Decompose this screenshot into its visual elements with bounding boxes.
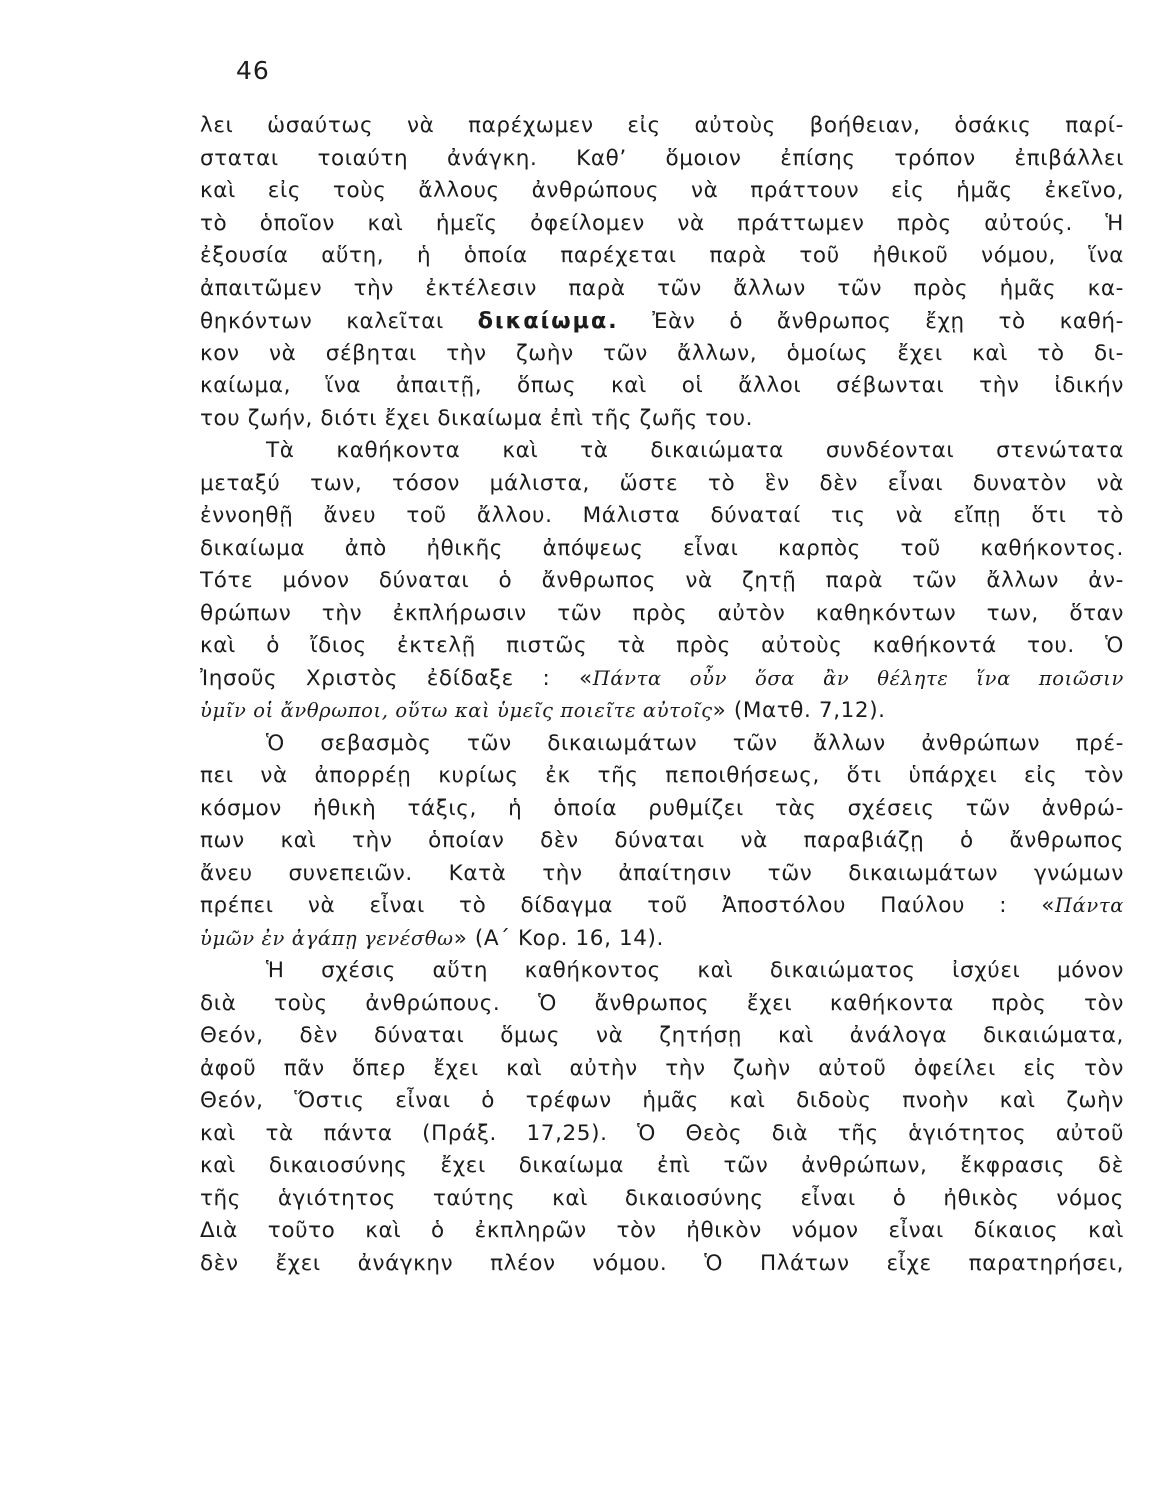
text-segment: πρέπει νὰ εἶναι τὸ δίδαγμα τοῦ Ἀποστόλου Παύλου : «	[200, 893, 1056, 918]
scripture-quote: ὑμῖν οἱ ἄνθρωποι, οὕτω καὶ ὑμεῖς ποιεῖτε αὐτοῖς	[200, 699, 713, 722]
text-line: Τὰ καθήκοντα καὶ τὰ δικαιώματα συνδέονται στενώτατα	[266, 438, 1124, 463]
text-line: κόσμον ἠθικὴ τάξις, ἡ ὁποία ρυθμίζει τὰς σχέσεις τῶν ἀνθρώ-	[200, 795, 1124, 821]
text-line: λει ὡσαύτως νὰ παρέχωμεν εἰς αὐτοὺς βοήθειαν, ὁσάκις παρί-	[200, 113, 1124, 138]
text-line: πων καὶ τὴν ὁποίαν δὲν δύναται νὰ παραβιάζῃ ὁ ἄνθρωπος	[200, 828, 1124, 853]
text-line: πει νὰ ἀπορρέῃ κυρίως ἐκ τῆς πεποιθήσεως, ὅτι ὑπάρχει εἰς τὸν	[200, 763, 1124, 788]
text-line: καὶ δικαιοσύνης ἔχει δικαίωμα ἐπὶ τῶν ἀνθρώπων, ἔκφρασις δὲ	[200, 1153, 1124, 1178]
text-line: καίωμα, ἵνα ἀπαιτῇ, ὅπως καὶ οἱ ἄλλοι σέβωνται τὴν ἰδικήν	[200, 373, 1124, 398]
text-line	[200, 663, 1124, 696]
text-line: ἄνευ συνεπειῶν. Κατὰ τὴν ἀπαίτησιν τῶν δικαιωμάτων γνώμων	[200, 860, 1124, 886]
text-line: Τότε μόνον δύναται ὁ ἄνθρωπος νὰ ζητῇ παρὰ τῶν ἄλλων ἀν-	[200, 568, 1124, 593]
scripture-quote: Πάντα	[1055, 894, 1124, 917]
text-line: καὶ ὁ ἴδιος ἐκτελῇ πιστῶς τὰ πρὸς αὐτοὺς καθήκοντά του. Ὁ	[200, 633, 1124, 658]
text-line: μεταξύ των, τόσον μάλιστα, ὥστε τὸ ἓν δὲν εἶναι δυνατὸν νὰ	[200, 470, 1124, 496]
text-line: Θεόν, Ὅστις εἶναι ὁ τρέφων ἡμᾶς καὶ διδοὺς πνοὴν καὶ ζωὴν	[200, 1088, 1124, 1113]
text-line: δὲν ἔχει ἀνάγκην πλέον νόμου. Ὁ Πλάτων εἶχε παρατηρήσει,	[200, 1250, 1124, 1276]
text-line: Θεόν, δὲν δύναται ὅμως νὰ ζητήσῃ καὶ ἀνάλογα δικαιώματα,	[200, 1023, 1124, 1048]
text-line: θρώπων τὴν ἐκπλήρωσιν τῶν πρὸς αὐτὸν καθηκόντων των, ὅταν	[200, 600, 1124, 626]
scripture-quote: ὑμῶν ἐν ἀγάπῃ γενέσθω	[200, 926, 454, 950]
text-line: ἐξουσία αὕτη, ἡ ὁποία παρέχεται παρὰ τοῦ ἠθικοῦ νόμου, ἵνα	[200, 243, 1124, 268]
text-line: τῆς ἁγιότητος ταύτης καὶ δικαιοσύνης εἶναι ὁ ἠθικὸς νόμος	[200, 1185, 1124, 1211]
text-line: του ζωήν, διότι ἔχει δικαίωμα ἐπὶ τῆς ζωῆς του.	[200, 405, 754, 431]
text-line: τὸ ὁποῖον καὶ ἡμεῖς ὀφείλομεν νὰ πράττωμεν πρὸς αὐτούς. Ἡ	[200, 210, 1124, 236]
text-line	[200, 695, 1124, 728]
text-line: ἀπαιτῶμεν τὴν ἐκτέλεσιν παρὰ τῶν ἄλλων τῶν πρὸς ἡμᾶς κα-	[200, 275, 1124, 301]
text-line: κον νὰ σέβηται τὴν ζωὴν τῶν ἄλλων, ὁμοίως ἔχει καὶ τὸ δι-	[200, 340, 1124, 366]
text-line	[200, 923, 1124, 956]
text-line: Διὰ τοῦτο καὶ ὁ ἐκπληρῶν τὸν ἠθικὸν νόμον εἶναι δίκαιος καὶ	[200, 1218, 1124, 1243]
body-text	[200, 110, 1124, 1280]
text-segment: θηκόντων καλεῖται	[200, 309, 478, 334]
text-segment: » (Α΄ Κορ. 16, 14).	[453, 925, 664, 951]
text-line: δικαίωμα ἀπὸ ἠθικῆς ἀπόψεως εἶναι καρπὸς τοῦ καθήκοντος.	[200, 535, 1124, 561]
text-segment: Ἐὰν ὁ ἄνθρωπος ἔχῃ τὸ καθή-	[618, 309, 1124, 334]
text-line	[200, 305, 1124, 338]
text-line: καὶ τὰ πάντα (Πράξ. 17,25). Ὁ Θεὸς διὰ τῆς ἁγιότητος αὐτοῦ	[200, 1120, 1124, 1146]
text-line: διὰ τοὺς ἀνθρώπους. Ὁ ἄνθρωπος ἔχει καθήκοντα πρὸς τὸν	[200, 990, 1124, 1016]
text-segment: Ἰησοῦς Χριστὸς ἐδίδαξε : «	[200, 665, 593, 691]
emphasized-term: δικαίωμα.	[477, 308, 619, 334]
text-line: Ἡ σχέσις αὕτη καθήκοντος καὶ δικαιώματος ἰσχύει μόνον	[266, 958, 1124, 983]
page-number: 46	[236, 56, 270, 85]
text-line: ἐννοηθῇ ἄνευ τοῦ ἄλλου. Μάλιστα δύναταί τις νὰ εἴπῃ ὅτι τὸ	[200, 503, 1124, 528]
scripture-quote: Πάντα οὖν ὅσα ἂν θέλητε ἵνα ποιῶσιν	[592, 666, 1124, 690]
text-line: σταται τοιαύτη ἀνάγκη. Καθ’ ὅμοιον ἐπίσης τρόπον ἐπιβάλλει	[200, 145, 1124, 171]
text-line: Ὁ σεβασμὸς τῶν δικαιωμάτων τῶν ἄλλων ἀνθρώπων πρέ-	[266, 730, 1124, 756]
text-line: καὶ εἰς τοὺς ἄλλους ἀνθρώπους νὰ πράττουν εἰς ἡμᾶς ἐκεῖνο,	[200, 178, 1124, 203]
text-line	[200, 890, 1124, 923]
text-line: ἀφοῦ πᾶν ὅπερ ἔχει καὶ αὐτὴν τὴν ζωὴν αὐτοῦ ὀφείλει εἰς τὸν	[200, 1055, 1124, 1081]
text-segment: » (Ματθ. 7,12).	[712, 698, 886, 723]
